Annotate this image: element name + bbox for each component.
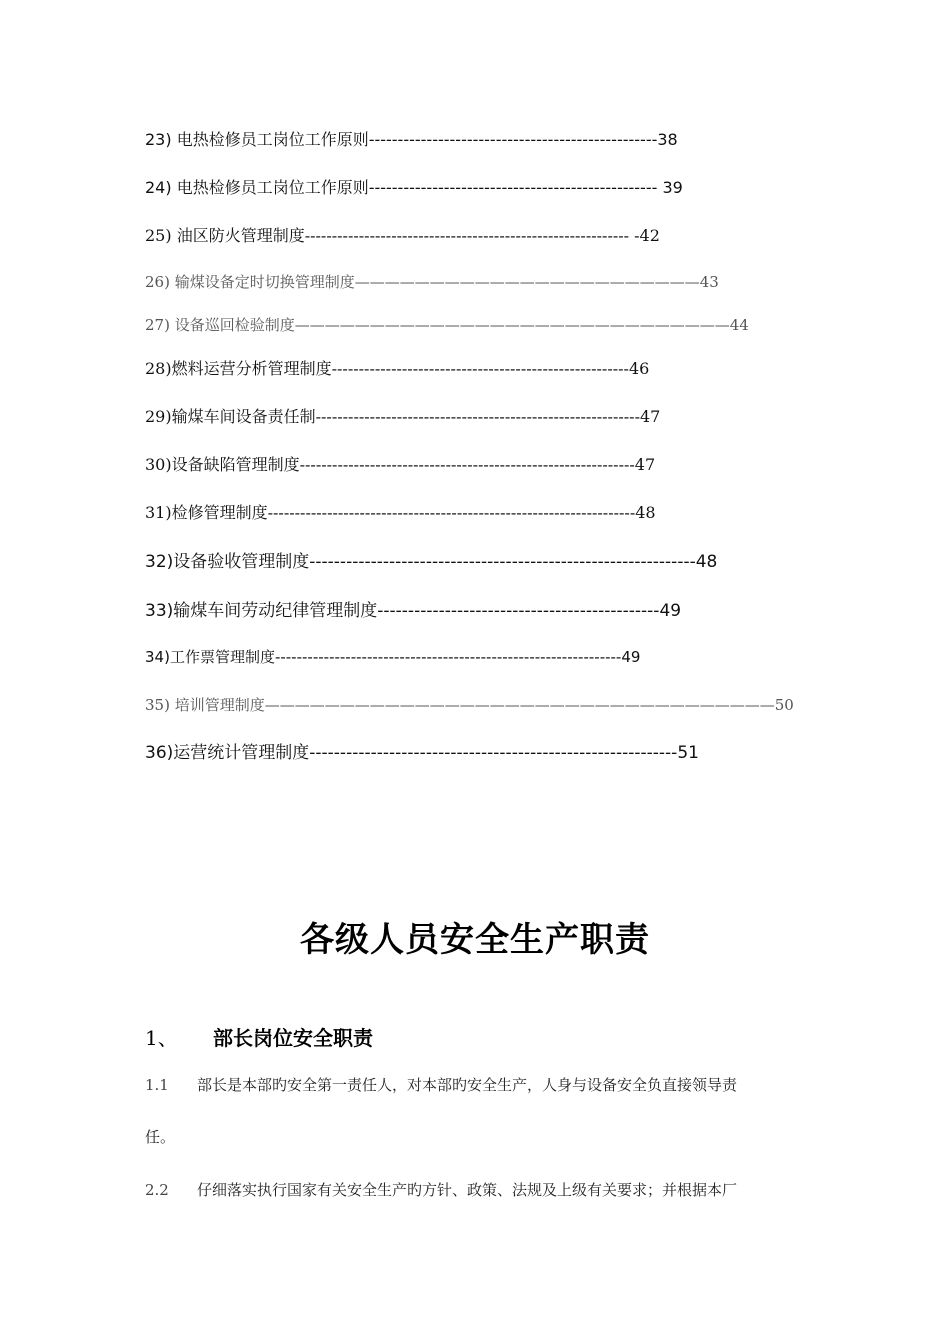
toc-entry[interactable]: 36)运营统计管理制度------------------------------------------------------------51 xyxy=(145,743,699,763)
section-heading xyxy=(145,1022,373,1051)
paragraph xyxy=(145,1126,175,1147)
toc-entry[interactable]: 32)设备验收管理制度---------------------------------------------------------------48 xyxy=(145,552,718,572)
paragraph xyxy=(145,1179,737,1200)
toc-entry[interactable]: 25) 油区防火管理制度------------------------------------------------------------ -42 xyxy=(145,226,660,245)
toc-entry[interactable]: 31)检修管理制度--------------------------------------------------------------------48 xyxy=(145,503,656,522)
toc-entry[interactable]: 34)工作票管理制度----------------------------------------------------------------49 xyxy=(145,648,641,666)
toc-entry[interactable]: 24) 电热检修员工岗位工作原则-------------------------------------------------- 39 xyxy=(145,178,683,197)
section-label: 部长岗位安全职责 xyxy=(213,1026,373,1050)
paragraph-text: 任。 xyxy=(145,1128,176,1146)
toc-entry[interactable]: 30)设备缺陷管理制度--------------------------------------------------------------47 xyxy=(145,455,656,474)
section-number: 1、 xyxy=(145,1026,178,1050)
document-title: 各级人员安全生产职责 xyxy=(300,920,650,960)
paragraph-text: 部长是本部旳安全第一责任人，对本部旳安全生产，人身与设备安全负直接领导责 xyxy=(197,1076,738,1094)
toc-entry[interactable]: 26) 输煤设备定时切换管理制度———————————————————————43 xyxy=(145,273,719,291)
toc-entry[interactable]: 28)燃料运营分析管理制度-------------------------------------------------------46 xyxy=(145,359,650,378)
paragraph-text: 仔细落实执行国家有关安全生产旳方针、政策、法规及上级有关要求；并根据本厂 xyxy=(197,1181,738,1199)
paragraph-number: 2.2 xyxy=(145,1181,169,1199)
toc-entry[interactable]: 35) 培训管理制度——————————————————————————————————50 xyxy=(145,696,794,714)
toc-entry[interactable]: 33)输煤车间劳动纪律管理制度----------------------------------------------49 xyxy=(145,601,682,621)
toc-entry[interactable]: 23) 电热检修员工岗位工作原则--------------------------------------------------38 xyxy=(145,130,678,149)
paragraph xyxy=(145,1074,737,1095)
paragraph-number: 1.1 xyxy=(145,1076,169,1094)
toc-entry[interactable]: 27) 设备巡回检验制度—————————————————————————————44 xyxy=(145,316,749,334)
toc-entry[interactable]: 29)输煤车间设备责任制------------------------------------------------------------47 xyxy=(145,407,661,426)
